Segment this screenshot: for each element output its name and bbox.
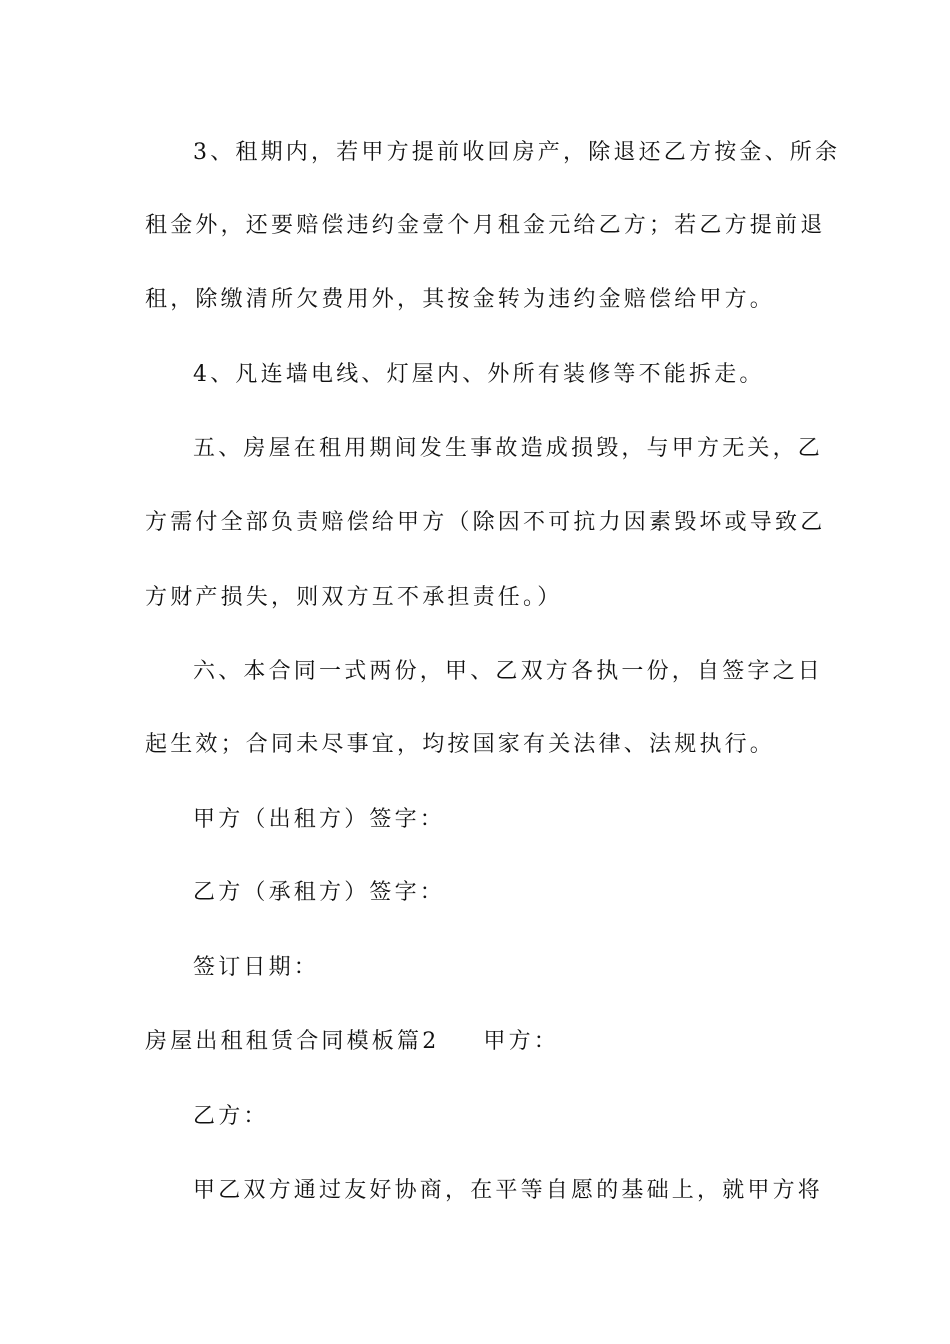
signing-date-line: 签订日期： bbox=[193, 955, 320, 980]
party-b-signature-line: 乙方（承租方）签字： bbox=[193, 880, 446, 905]
clause-3-line-3: 租，除缴清所欠费用外，其按金转为违约金赔偿给甲方。 bbox=[145, 287, 776, 312]
clause-5-line-3: 方财产损失，则双方互不承担责任。） bbox=[145, 585, 563, 610]
section-title: 房屋出租租赁合同模板篇2 bbox=[145, 1029, 440, 1054]
clause-6-line-2: 起生效；合同未尽事宜，均按国家有关法律、法规执行。 bbox=[145, 732, 776, 757]
party-a-signature-line: 甲方（出租方）签字： bbox=[193, 807, 446, 832]
party-a-label: 甲方： bbox=[483, 1029, 560, 1054]
section-heading-line bbox=[145, 1026, 815, 1058]
clause-3-line-2: 租金外，还要赔偿违约金壹个月租金元给乙方；若乙方提前退 bbox=[145, 213, 826, 238]
intro-paragraph-line: 甲乙双方通过友好协商，在平等自愿的基础上，就甲方将 bbox=[193, 1178, 824, 1203]
clause-4-line: 4、凡连墙电线、灯屋内、外所有装修等不能拆走。 bbox=[193, 362, 765, 387]
clause-3-line-1: 3、租期内，若甲方提前收回房产，除退还乙方按金、所余 bbox=[193, 140, 841, 165]
clause-5-line-1: 五、房屋在租用期间发生事故造成损毁，与甲方无关，乙 bbox=[193, 436, 824, 461]
clause-5-line-2: 方需付全部负责赔偿给甲方（除因不可抗力因素毁坏或导致乙 bbox=[145, 510, 826, 535]
clause-6-line-1: 六、本合同一式两份，甲、乙双方各执一份，自签字之日 bbox=[193, 659, 824, 684]
party-b-label: 乙方： bbox=[193, 1104, 269, 1129]
